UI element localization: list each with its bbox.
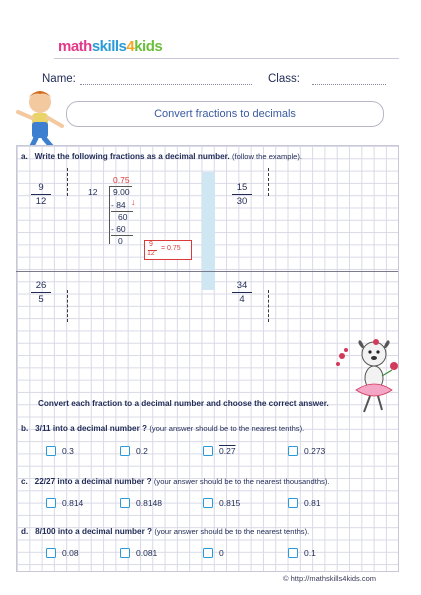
ld-remainder1: 60 (118, 212, 128, 222)
class-field[interactable] (312, 84, 386, 85)
fraction-numerator: 15 (236, 182, 248, 193)
class-label: Class: (268, 73, 300, 85)
blue-column-strip (202, 172, 215, 290)
choice-d4[interactable]: 0.1 (288, 548, 316, 558)
worksheet-title: Convert fractions to decimals (66, 101, 384, 127)
choice-d2[interactable]: 0.081 (120, 548, 157, 558)
footer-credit: © http://mathskills4kids.com (283, 574, 377, 583)
checkbox-icon[interactable] (203, 446, 213, 456)
choice-c3[interactable]: 0.815 (203, 498, 240, 508)
fraction-numerator: 34 (236, 280, 248, 291)
question-b: b. 3/11 into a decimal number ? (your answer should be to the nearest tenths). (21, 424, 305, 433)
choice-b4[interactable]: 0.273 (288, 446, 325, 456)
fraction-bar (31, 194, 51, 195)
fraction-numerator: 26 (35, 280, 47, 291)
checkbox-icon[interactable] (46, 548, 56, 558)
section-instruction: Convert each fraction to a decimal number and choose the correct answer. (38, 399, 329, 408)
section-a-instruction: a. Write the following fractions as a decimal number. (follow the example). (21, 152, 303, 161)
question-d: d. 8/100 into a decimal number ? (your answer should be to the nearest tenths). (21, 527, 310, 536)
ld-bracket (109, 186, 110, 244)
choice-b1[interactable]: 0.3 (46, 446, 74, 456)
horizontal-divider (16, 271, 398, 272)
choice-b3[interactable]: 0.27 (203, 446, 236, 456)
choice-c2[interactable]: 0.8148 (120, 498, 162, 508)
checkbox-icon[interactable] (203, 548, 213, 558)
ld-remainder2: 0 (118, 236, 123, 246)
ld-quotient: 0.75 (113, 175, 130, 185)
fraction-bar (232, 194, 252, 195)
ld-dividend: 9.00 (113, 187, 130, 197)
checkbox-icon[interactable] (288, 446, 298, 456)
ld-step2: - 60 (111, 224, 126, 234)
choice-d3[interactable]: 0 (203, 548, 224, 558)
choice-c1[interactable]: 0.814 (46, 498, 83, 508)
checkbox-icon[interactable] (203, 498, 213, 508)
example-answer-box: 9 12 = 0.75 (144, 240, 192, 260)
fraction-denominator: 4 (239, 294, 245, 305)
name-field[interactable] (80, 84, 252, 85)
fraction-denominator: 12 (35, 196, 47, 207)
checkbox-icon[interactable] (120, 446, 130, 456)
site-logo: mathskills4kids (58, 38, 163, 55)
down-arrow-icon: ↓ (131, 197, 136, 207)
fraction-numerator: 9 (38, 182, 44, 193)
checkbox-icon[interactable] (120, 548, 130, 558)
dancing-dog-illustration (330, 338, 408, 420)
fraction-denominator: 5 (38, 294, 44, 305)
dashed-separator (67, 168, 68, 196)
checkbox-icon[interactable] (46, 498, 56, 508)
fraction-denominator: 30 (236, 196, 248, 207)
fraction-bar (232, 292, 252, 293)
header-rule (54, 58, 399, 59)
dashed-separator (268, 168, 269, 196)
checkbox-icon[interactable] (46, 446, 56, 456)
ld-step1: - 84 (111, 200, 126, 210)
checkbox-icon[interactable] (288, 548, 298, 558)
choice-b2[interactable]: 0.2 (120, 446, 148, 456)
choice-d1[interactable]: 0.08 (46, 548, 79, 558)
checkbox-icon[interactable] (288, 498, 298, 508)
ld-divisor: 12 (88, 187, 98, 197)
name-label: Name: (42, 73, 76, 85)
dashed-separator (268, 290, 269, 322)
checkbox-icon[interactable] (120, 498, 130, 508)
question-c: c. 22/27 into a decimal number ? (your answer should be to the nearest thousandths). (21, 477, 330, 486)
choice-c4[interactable]: 0.81 (288, 498, 321, 508)
dashed-separator (67, 290, 68, 322)
fraction-bar (31, 292, 51, 293)
